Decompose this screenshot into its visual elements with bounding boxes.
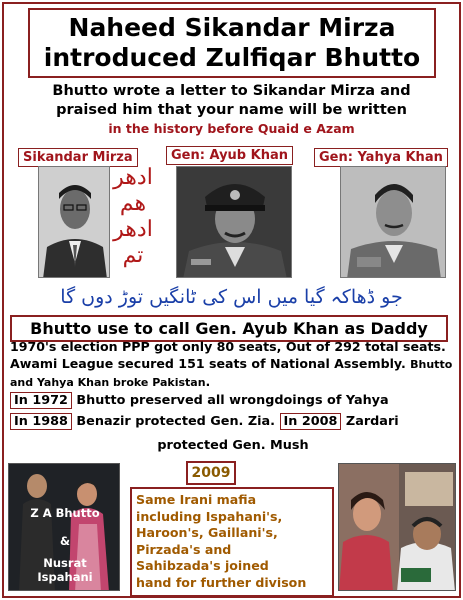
portrait-sikandar-mirza-image bbox=[39, 167, 110, 278]
subtitle-line-3: in the history before Quaid e Azam bbox=[108, 121, 355, 136]
portrait-sikandar-mirza bbox=[38, 166, 110, 278]
text-1972-b: wrongdoings of Yahya bbox=[229, 393, 389, 408]
label-yahya-khan: Gen: Yahya Khan bbox=[314, 148, 448, 167]
photo-benazir-zardari-image bbox=[339, 464, 456, 591]
para-i: Bhutto and Yahya Khan broke Pakistan bbox=[10, 358, 453, 389]
subtitle-line-1: Bhutto wrote a letter to Sikandar Mirza and bbox=[52, 83, 411, 99]
text-2008-b: protected Gen. Mush bbox=[157, 438, 309, 453]
caption-ispahani: Ispahani bbox=[37, 570, 93, 584]
portrait-ayub-khan bbox=[176, 166, 292, 278]
mafia-line-1: Same Irani mafia bbox=[136, 492, 257, 507]
portrait-yahya-khan-image bbox=[341, 167, 446, 278]
photo-bhutto-nusrat bbox=[8, 463, 120, 591]
election-paragraph bbox=[10, 338, 456, 391]
year-1972: In 1972 bbox=[10, 392, 72, 409]
caption-za-bhutto: Z A Bhutto bbox=[30, 506, 100, 520]
text-2008-a: Zardari bbox=[345, 414, 399, 429]
subtitle-line-2: praised him that your name will be written bbox=[56, 102, 407, 118]
para-h: Assembly. bbox=[334, 356, 406, 371]
title-line-1: Naheed Sikandar Mirza bbox=[68, 13, 396, 42]
mafia-box bbox=[130, 487, 334, 597]
year-1988: In 1988 bbox=[10, 413, 72, 430]
row-1988-2008 bbox=[10, 414, 399, 429]
portrait-ayub-khan-image bbox=[177, 167, 292, 278]
mafia-line-6: hand for further divison bbox=[136, 574, 307, 590]
label-sikandar-mirza: Sikandar Mirza bbox=[18, 148, 138, 167]
mafia-line-2: including Ispahani's, bbox=[136, 508, 283, 524]
urdu-vertical-text bbox=[112, 165, 154, 269]
title-line-2: introduced Zulfiqar Bhutto bbox=[43, 43, 421, 72]
mafia-line-3: Haroon's, Gaillani's, bbox=[136, 525, 278, 541]
para-j: . bbox=[205, 374, 211, 389]
text-1988: Benazir protected Gen. Zia. bbox=[76, 414, 276, 429]
urdu-word-4: تم bbox=[122, 243, 144, 268]
urdu-word-3: ادھر bbox=[113, 217, 153, 242]
caption-ampersand: & bbox=[59, 534, 71, 548]
caption-nusrat: Nusrat bbox=[43, 556, 87, 570]
page-title bbox=[28, 8, 436, 78]
urdu-word-2: ھم bbox=[119, 191, 147, 216]
year-2009-badge: 2009 bbox=[186, 461, 236, 485]
daddy-statement: Bhutto use to call Gen. Ayub Khan as Daddy bbox=[10, 315, 448, 342]
para-c: seats. bbox=[402, 339, 446, 354]
photo-benazir-zardari bbox=[338, 463, 456, 591]
mafia-line-5: Sahibzada's joined bbox=[136, 558, 269, 574]
urdu-word-1: ادھر bbox=[113, 165, 153, 190]
para-g: National bbox=[269, 356, 330, 371]
para-a: 1970's election PPP got only 80 seats, bbox=[10, 339, 282, 354]
para-d: Awami League bbox=[10, 356, 114, 371]
year-2008: In 2008 bbox=[280, 413, 342, 430]
subtitle bbox=[10, 82, 453, 120]
para-b: Out of 292 total bbox=[285, 339, 399, 354]
label-ayub-khan: Gen: Ayub Khan bbox=[166, 146, 293, 165]
para-e: secured 151 bbox=[117, 356, 205, 371]
portrait-yahya-khan bbox=[340, 166, 446, 278]
text-1972-a: Bhutto preserved all bbox=[76, 393, 225, 408]
mafia-line-4: Pirzada's and bbox=[136, 541, 232, 557]
urdu-quote: جو ڈھاکہ گیا میں اس کی ٹانگیں توڑ دوں گا bbox=[60, 286, 403, 308]
row-1972 bbox=[10, 393, 389, 408]
para-f: seats of bbox=[209, 356, 266, 371]
